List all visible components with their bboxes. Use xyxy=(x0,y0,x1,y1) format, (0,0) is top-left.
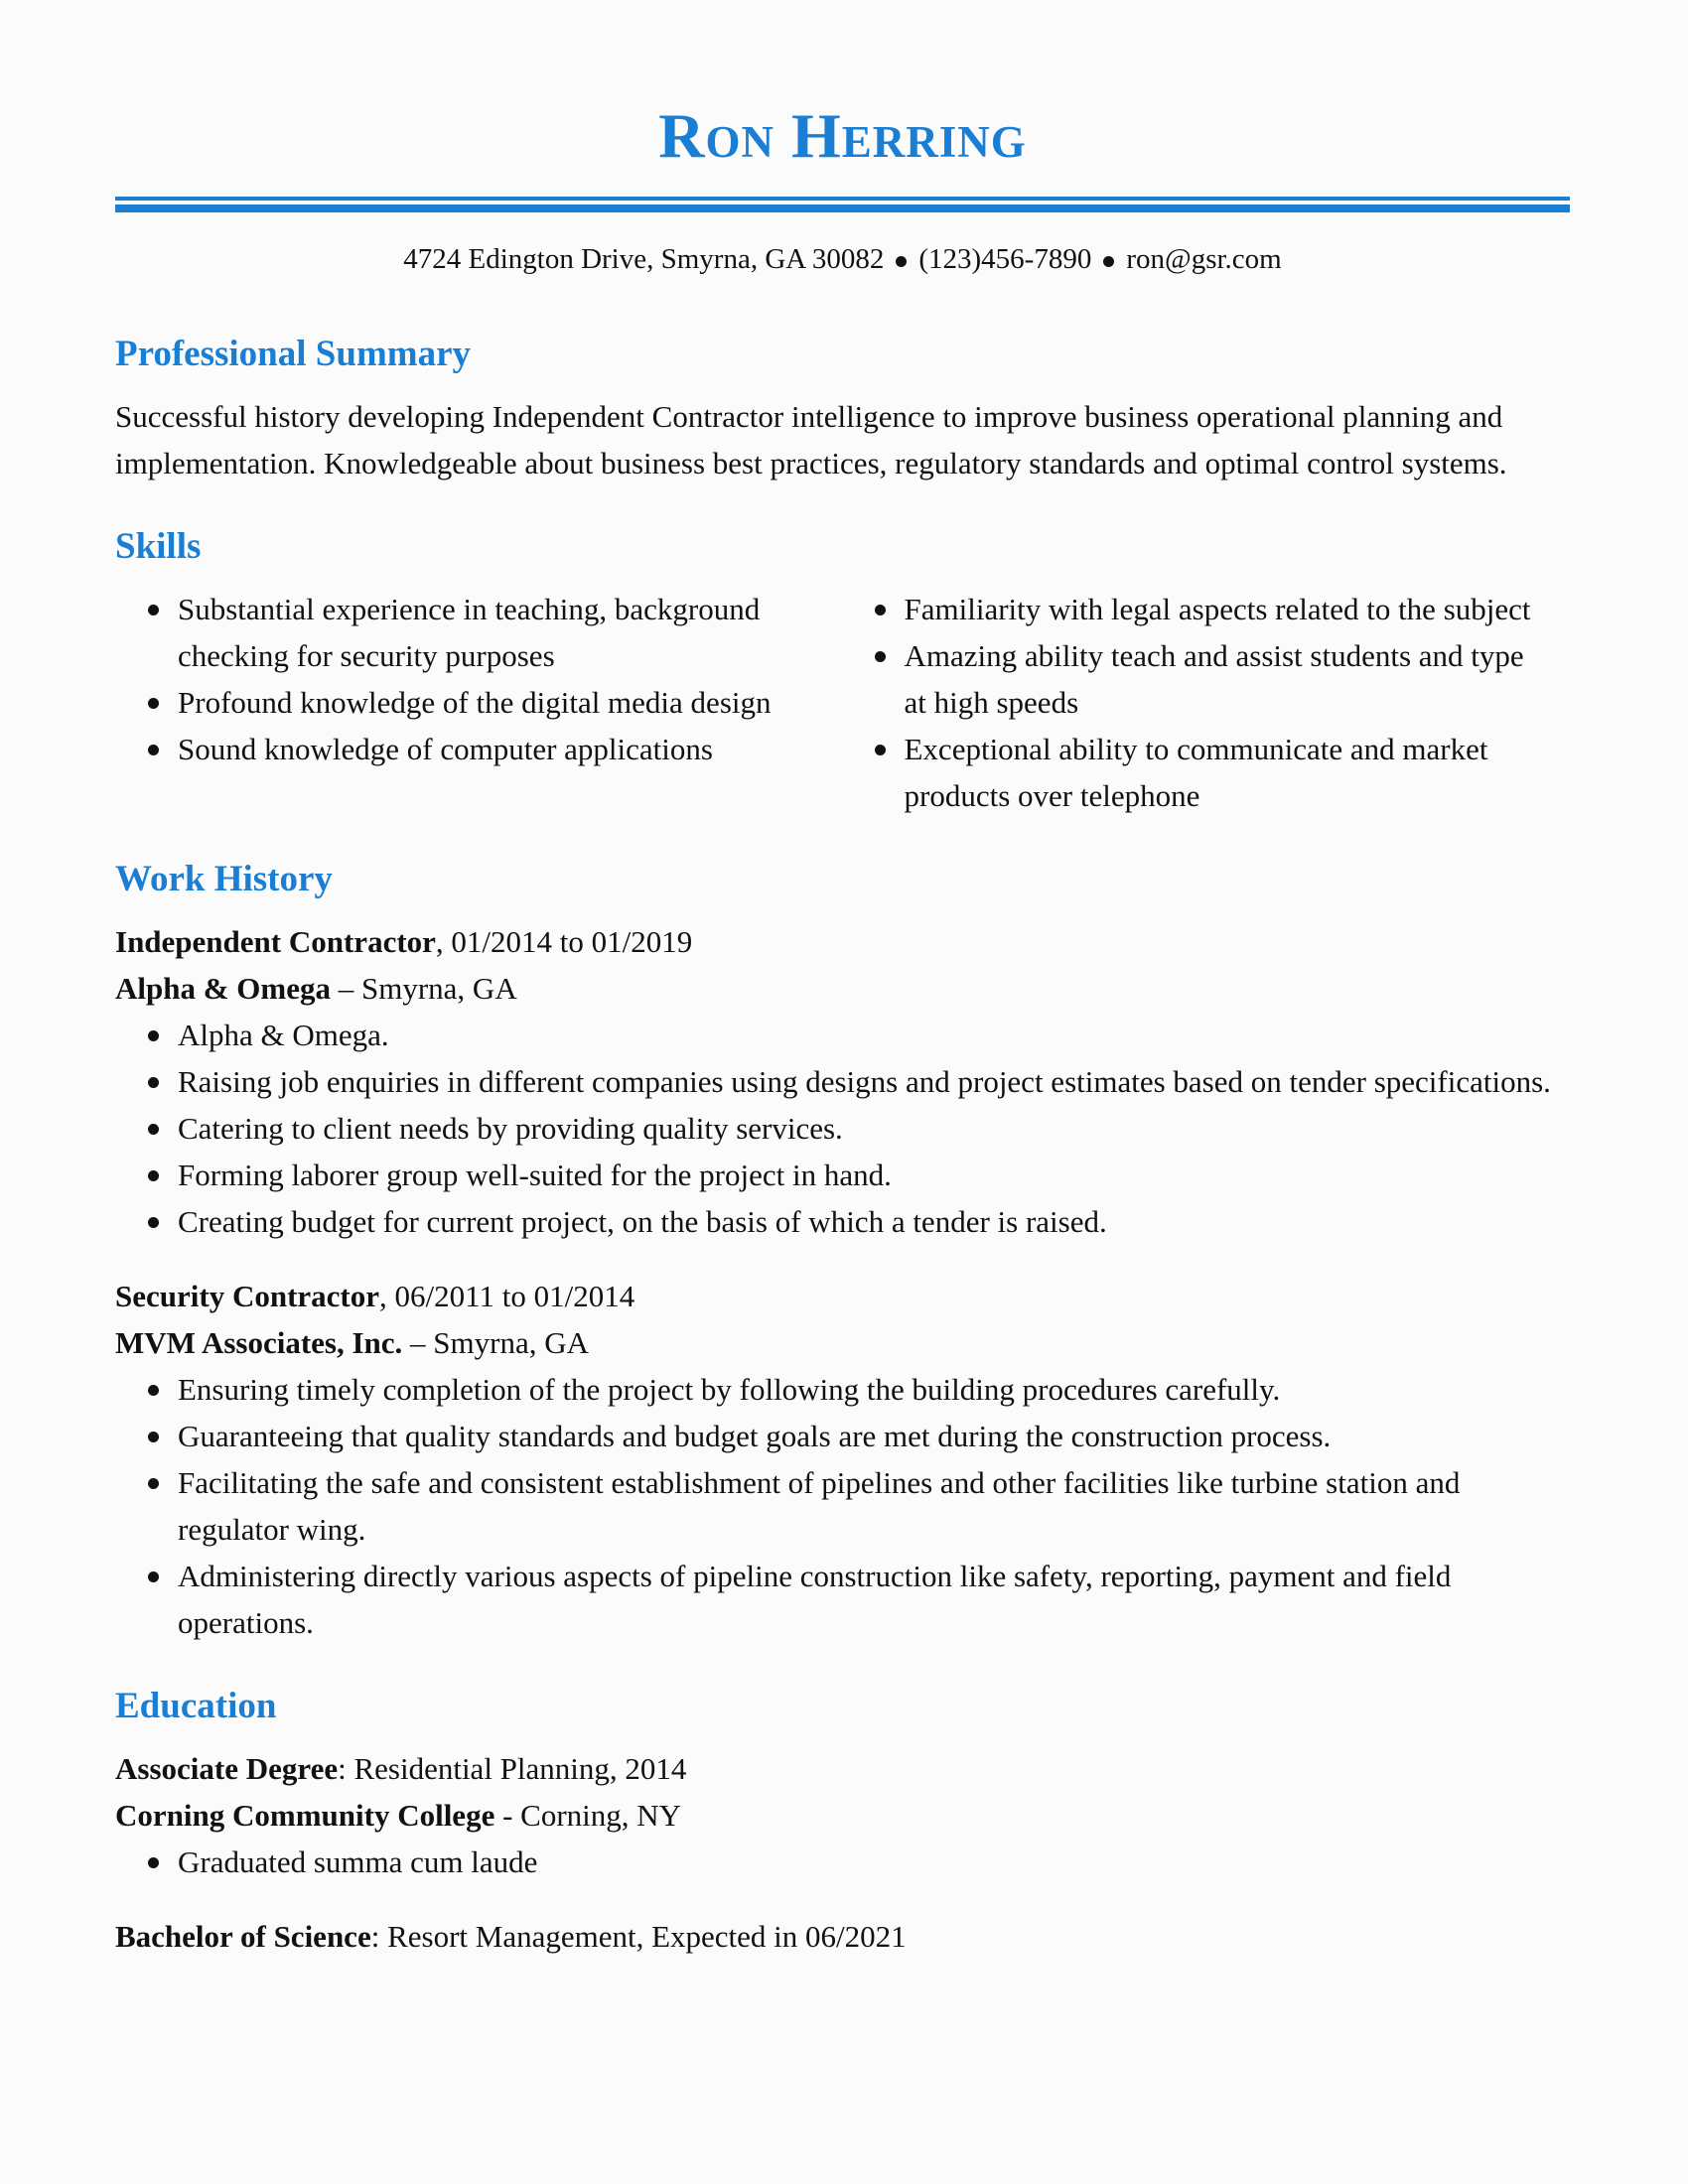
address: 4724 Edington Drive, Smyrna, GA 30082 xyxy=(403,243,885,275)
job-entry xyxy=(115,918,1570,1245)
job-bullet: Alpha & Omega. xyxy=(178,1012,1570,1058)
degree: Associate Degree xyxy=(115,1751,339,1786)
job-bullet: Catering to client needs by providing quality services. xyxy=(178,1105,1570,1152)
school-location: - Corning, NY xyxy=(494,1798,682,1833)
degree: Bachelor of Science xyxy=(115,1919,371,1954)
company: Alpha & Omega xyxy=(115,971,331,1006)
job-bullet: Raising job enquiries in different companies using designs and project estimates based on tender specifications. xyxy=(178,1058,1570,1105)
section-heading: Education xyxy=(115,1686,277,1726)
section-heading: Work History xyxy=(115,859,333,899)
skill-item: Substantial experience in teaching, background checking for security purposes xyxy=(178,586,823,679)
phone: (123)456-7890 xyxy=(918,243,1092,275)
section-heading: Professional Summary xyxy=(115,334,472,374)
section-heading: Skills xyxy=(115,526,202,567)
bullet-separator-icon xyxy=(1103,256,1114,267)
company: MVM Associates, Inc. xyxy=(115,1325,403,1360)
degree-detail: : Residential Planning, 2014 xyxy=(338,1751,687,1786)
candidate-name: Ron Herring xyxy=(658,100,1027,171)
skills-column-2 xyxy=(843,586,1571,819)
school: Corning Community College xyxy=(115,1798,495,1833)
education-section xyxy=(115,1683,1570,1960)
job-bullet: Creating budget for current project, on the basis of which a tender is raised. xyxy=(178,1198,1570,1245)
education-entry xyxy=(115,1745,1570,1885)
education-entry xyxy=(115,1913,1570,1960)
education-bullet: Graduated summa cum laude xyxy=(178,1839,1570,1885)
skill-item: Sound knowledge of computer applications xyxy=(178,726,823,772)
skills-section xyxy=(115,523,1570,819)
job-location: – Smyrna, GA xyxy=(331,971,517,1006)
work-history-section xyxy=(115,856,1570,1646)
job-title: Independent Contractor xyxy=(115,924,436,959)
job-entry xyxy=(115,1273,1570,1646)
skills-column-1 xyxy=(115,586,843,819)
summary-text: Successful history developing Independent Contractor intelligence to improve business operational planning and implementation. Knowledgeable about business best practices, regulatory standards and optimal control systems. xyxy=(115,399,1507,480)
email: ron@gsr.com xyxy=(1126,243,1282,275)
job-title: Security Contractor xyxy=(115,1279,379,1313)
degree-detail: : Resort Management, Expected in 06/2021 xyxy=(370,1919,907,1954)
job-dates: , 01/2014 to 01/2019 xyxy=(435,924,693,959)
bullet-separator-icon xyxy=(896,256,907,267)
job-bullet: Administering directly various aspects of pipeline construction like safety, reporting, payment and field operations. xyxy=(178,1553,1570,1646)
job-bullet: Guaranteeing that quality standards and budget goals are met during the construction process. xyxy=(178,1413,1570,1459)
job-bullet: Ensuring timely completion of the project by following the building procedures carefully. xyxy=(178,1366,1570,1413)
summary-section xyxy=(115,331,1570,486)
skill-item: Familiarity with legal aspects related to the subject xyxy=(905,586,1551,632)
job-dates: , 06/2011 to 01/2014 xyxy=(379,1279,635,1313)
job-bullet: Facilitating the safe and consistent establishment of pipelines and other facilities like turbine station and regulator wing. xyxy=(178,1459,1570,1553)
header-divider-thick xyxy=(115,205,1570,212)
skill-item: Exceptional ability to communicate and market products over telephone xyxy=(905,726,1551,819)
skill-item: Profound knowledge of the digital media design xyxy=(178,679,823,726)
job-location: – Smyrna, GA xyxy=(402,1325,590,1360)
header-divider-thin xyxy=(115,197,1570,201)
job-bullet: Forming laborer group well-suited for the project in hand. xyxy=(178,1152,1570,1198)
skill-item: Amazing ability teach and assist students and type at high speeds xyxy=(905,632,1551,726)
contact-line xyxy=(115,236,1570,283)
